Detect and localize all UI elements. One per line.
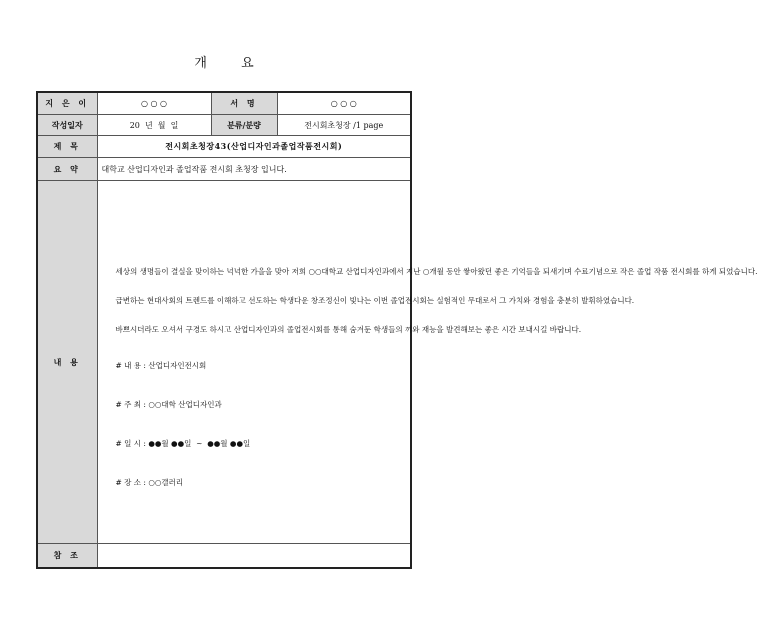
info-line: # 일 시 : ●●월 ●●일 ~ ●●월 ●●일 — [115, 438, 251, 448]
category-label: 분류/분량 — [211, 115, 277, 136]
content-body — [97, 181, 757, 544]
subject-label: 제 목 — [37, 136, 97, 158]
document-title: 개 요 — [194, 56, 256, 71]
overview-form — [36, 91, 757, 569]
date-value: 20 년 월 일 — [97, 115, 211, 136]
author-label: 지 은 이 — [37, 92, 97, 115]
content-paragraph: 세상의 생명들이 결실을 맞이하는 넉넉한 가을을 맞아 저희 ○○대학교 산업디자인과에서 지난 ○개월 동안 쌓아왔던 좋은 기억들을 되새기며 수료기념으로 작은 졸업 작품 전시회를 하게 되었습니다. — [115, 266, 757, 276]
signature-label: 서 명 — [211, 92, 277, 115]
content-paragraph: 급변하는 현대사회의 트렌드를 이해하고 선도하는 학생다운 창조정신이 빛나는 이번 졸업전시회는 실험적인 무대로서 그 가치와 경험을 충분히 발휘하였습니다. — [115, 295, 635, 305]
author-value: ○ ○ ○ — [97, 92, 211, 115]
reference-value — [97, 544, 411, 569]
summary-label: 요 약 — [37, 158, 97, 181]
reference-label: 참 조 — [37, 544, 97, 569]
date-label: 작성일자 — [37, 115, 97, 136]
info-line: # 주 최 : ○○대학 산업디자인과 — [115, 399, 222, 409]
info-line: # 내 용 : 산업디자인전시회 — [115, 360, 207, 370]
info-line: # 장 소 : ○○갤러리 — [115, 477, 184, 487]
content-paragraph: 바쁘시더라도 오셔서 구경도 하시고 산업디자인과의 졸업전시회를 통해 숨겨둔 학생들의 끼와 재능을 발견해보는 좋은 시간 보내시길 바랍니다. — [115, 324, 582, 334]
content-label: 내 용 — [37, 181, 97, 544]
signature-value: ○ ○ ○ — [277, 92, 411, 115]
category-value: 전시회초청장 /1 page — [277, 115, 411, 136]
subject-value: 전시회초청장43(산업디자인과졸업작품전시회) — [97, 136, 411, 158]
summary-value: 대학교 산업디자인과 졸업작품 전시회 초청장 입니다. — [97, 158, 411, 181]
